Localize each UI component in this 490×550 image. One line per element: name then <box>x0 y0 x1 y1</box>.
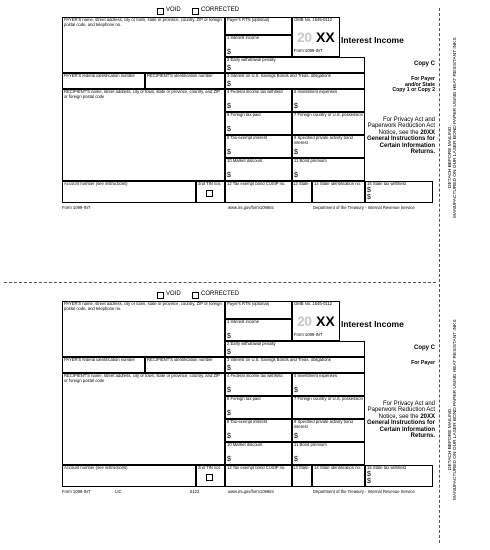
recipient-info-label: RECIPIENT'S name, street address, city or town, state or province, country, and ZIP or foreign postal code <box>64 89 220 99</box>
corrected-label: CORRECTED <box>201 7 240 13</box>
dollar-b9: $ <box>294 433 298 440</box>
label-b6: 6 Foreign tax paid <box>227 112 261 117</box>
second-tin-label: 2nd TIN not. <box>198 465 221 470</box>
corrected-checkbox[interactable] <box>192 8 199 15</box>
side-text-line-1: DETACH BEFORE MAILING <box>448 126 453 188</box>
year-suffix: XX <box>316 313 335 329</box>
box2-label: 2 Early withdrawal penalty <box>227 341 276 346</box>
recipient-tin-label: RECIPIENT'S identification number <box>147 73 213 78</box>
box13-label: 13 State <box>293 181 309 186</box>
form-name: Form 1099-INT <box>294 332 323 337</box>
label-b10: 10 Market discount <box>227 158 263 163</box>
footer-url: www.irs.gov/form1099int <box>228 205 274 210</box>
box15-label: 15 State tax withheld <box>367 181 406 186</box>
footer-dept: Department of the Treasury - Internal Revenue Service <box>313 205 415 210</box>
box12-label: 12 Tax exempt bond CUSIP no. <box>227 465 286 470</box>
year-suffix: XX <box>316 29 335 45</box>
recipient-info-box[interactable] <box>62 373 225 465</box>
box1-dollar: $ <box>227 333 231 340</box>
box15-label: 15 State tax withheld <box>367 465 406 470</box>
year-prefix: 20 <box>297 29 312 45</box>
label-b4: 4 Federal income tax withheld <box>227 89 283 94</box>
label-b4: 4 Federal income tax withheld <box>227 373 283 378</box>
label-b10: 10 Market discount <box>227 442 263 447</box>
dollar-b4: $ <box>227 103 231 110</box>
footer-code: LIC <box>115 489 122 494</box>
year-prefix: 20 <box>297 313 312 329</box>
second-tin-label: 2nd TIN not. <box>198 181 221 186</box>
dollar-b8: $ <box>227 433 231 440</box>
box15-dollar-1: $ <box>367 471 371 478</box>
box2-dollar: $ <box>227 65 231 72</box>
second-tin-checkbox[interactable] <box>206 190 213 197</box>
box1-dollar: $ <box>227 49 231 56</box>
box14-label: 14 State identification no. <box>314 465 362 470</box>
side-text-line-2: MANUFACTURED ON OUR LASER BOND PAPER USING HEAT RESISTANT INKS <box>453 319 458 500</box>
privacy-notice-text: For Privacy Act and Paperwork Reduction Act Notice, see the <box>367 117 435 136</box>
void-label: VOID <box>166 7 181 13</box>
box3-label: 3 Interest on U.S. Savings Bonds and Treas. obligations <box>227 73 331 78</box>
dollar-b5: $ <box>294 103 298 110</box>
dollar-b11: $ <box>294 172 298 179</box>
label-b9: 9 Specified private activity bond interest <box>294 135 353 145</box>
privacy-notice-text: For Privacy Act and Paperwork Reduction Act Notice, see the <box>367 401 435 420</box>
box3-label: 3 Interest on U.S. Savings Bonds and Treas. obligations <box>227 357 331 362</box>
omb-number: OMB No. 1545-0112 <box>294 17 333 22</box>
label-b8: 8 Tax-exempt interest <box>227 135 267 140</box>
dollar-b6: $ <box>227 126 231 133</box>
box2-label: 2 Early withdrawal penalty <box>227 57 276 62</box>
label-b7: 7 Foreign country or U.S. possession <box>294 112 363 117</box>
dollar-b10: $ <box>227 456 231 463</box>
copy-label: Copy C <box>414 345 435 351</box>
corrected-checkbox[interactable] <box>192 292 199 299</box>
label-b11: 11 Bond premium <box>294 158 327 163</box>
corrected-label: CORRECTED <box>201 291 240 297</box>
form-title: Interest Income <box>341 35 404 45</box>
side-text <box>448 319 458 500</box>
label-b9: 9 Specified private activity bond interest <box>294 419 353 429</box>
second-tin-checkbox[interactable] <box>206 474 213 481</box>
footer-form: Form 1099-INT <box>62 489 91 494</box>
copy-sub: For Payer and/or State Copy 1 or Copy 2 <box>392 76 435 94</box>
box1-label: 1 Interest income <box>227 319 260 324</box>
label-b6: 6 Foreign tax paid <box>227 396 261 401</box>
side-text-line-2: MANUFACTURED ON OUR LASER BOND PAPER USING HEAT RESISTANT INKS <box>453 37 458 218</box>
box15-dollar-2: $ <box>367 194 371 201</box>
payer-rtn-label: Payer's RTN (optional) <box>227 301 270 306</box>
void-checkbox[interactable] <box>157 8 164 15</box>
privacy-notice <box>367 117 435 155</box>
payer-info-label: PAYER'S name, street address, city or town, state or province, country, ZIP or foreign postal code, and telephone no. <box>64 301 222 311</box>
copy-label: Copy C <box>414 61 435 67</box>
dollar-b6: $ <box>227 410 231 417</box>
vertical-perforation <box>439 8 440 543</box>
privacy-notice-bold: 20XX General Instructions for Certain Information Returns. <box>367 129 436 156</box>
payer-rtn-label: Payer's RTN (optional) <box>227 17 270 22</box>
footer-form: Form 1099-INT <box>62 205 91 210</box>
account-label: Account number (see instructions) <box>64 181 128 186</box>
dollar-b11: $ <box>294 456 298 463</box>
void-label: VOID <box>166 291 181 297</box>
copy-sub: For Payer <box>411 360 435 366</box>
dollar-b9: $ <box>294 149 298 156</box>
privacy-notice <box>367 401 435 439</box>
omb-number: OMB No. 1545-0112 <box>294 301 333 306</box>
label-b11: 11 Bond premium <box>294 442 327 447</box>
label-b5: 5 Investment expenses <box>294 373 338 378</box>
payer-info-label: PAYER'S name, street address, city or town, state or province, country, ZIP or foreign postal code, and telephone no. <box>64 17 222 27</box>
box1-label: 1 Interest income <box>227 35 260 40</box>
footer-url: www.irs.gov/form1099int <box>228 489 274 494</box>
account-label: Account number (see instructions) <box>64 465 128 470</box>
dollar-b10: $ <box>227 172 231 179</box>
dollar-b5: $ <box>294 387 298 394</box>
dollar-b8: $ <box>227 149 231 156</box>
box13-label: 13 State <box>293 465 309 470</box>
box15-dollar-1: $ <box>367 187 371 194</box>
label-b5: 5 Investment expenses <box>294 89 338 94</box>
side-text <box>448 37 458 218</box>
box15-dollar-2: $ <box>367 478 371 485</box>
box3-dollar: $ <box>227 81 231 88</box>
payer-tin-label: PAYER'S federal identification number <box>64 73 135 78</box>
payer-tin-label: PAYER'S federal identification number <box>64 357 135 362</box>
box14-label: 14 State identification no. <box>314 181 362 186</box>
form-name: Form 1099-INT <box>294 48 323 53</box>
recipient-tin-label: RECIPIENT'S identification number <box>147 357 213 362</box>
dollar-b4: $ <box>227 387 231 394</box>
label-b7: 7 Foreign country or U.S. possession <box>294 396 363 401</box>
box12-label: 12 Tax exempt bond CUSIP no. <box>227 181 286 186</box>
recipient-info-box[interactable] <box>62 89 225 181</box>
form-title: Interest Income <box>341 319 404 329</box>
horizontal-perforation <box>4 282 436 283</box>
privacy-notice-bold: 20XX General Instructions for Certain Information Returns. <box>367 413 436 440</box>
box2-dollar: $ <box>227 349 231 356</box>
label-b8: 8 Tax-exempt interest <box>227 419 267 424</box>
void-checkbox[interactable] <box>157 292 164 299</box>
recipient-info-label: RECIPIENT'S name, street address, city or town, state or province, country, and ZIP or foreign postal code <box>64 373 220 383</box>
side-text-line-1: DETACH BEFORE MAILING <box>448 408 453 470</box>
footer-code2: 5122 <box>190 489 200 494</box>
footer-dept: Department of the Treasury - Internal Revenue Service <box>313 489 415 494</box>
box3-dollar: $ <box>227 365 231 372</box>
